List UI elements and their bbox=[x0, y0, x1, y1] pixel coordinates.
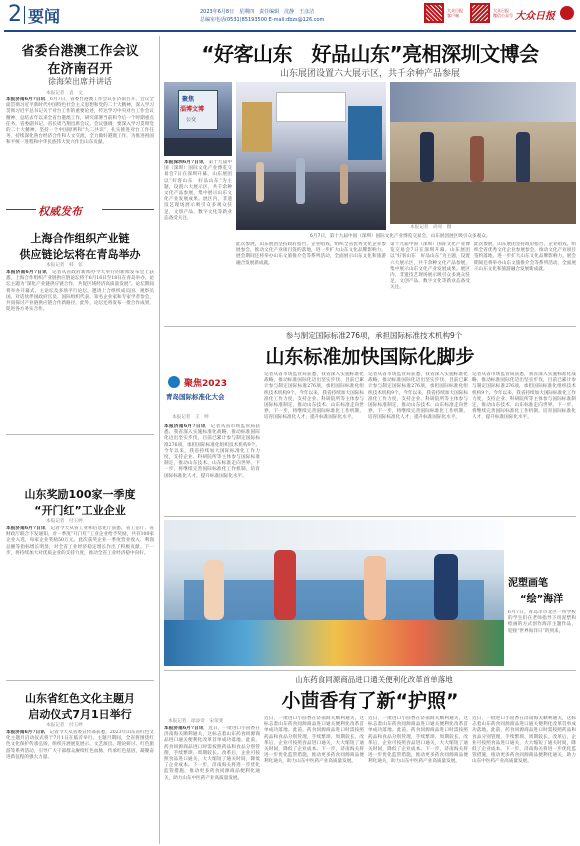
article-title-line1: 山东奖励100家一季度 bbox=[24, 488, 136, 501]
article-title-line1: 省委台港澳工作会议 bbox=[21, 44, 139, 59]
article-byline: 本报记者 袁 文 bbox=[46, 91, 83, 96]
header-date: 2023年6月8日 星期四 责任编辑 沈静 王彦洁 bbox=[200, 9, 315, 15]
photo-credit: 本报记者 尚亮 摄 bbox=[410, 225, 452, 230]
article-title-line2: “开门红”工业企业 bbox=[34, 504, 126, 517]
dateline: 本报济南6月7日讯 bbox=[6, 270, 48, 275]
main-headline: “好客山东 好品山东”亮相深圳文博会 bbox=[201, 42, 539, 66]
photo-students-drawing bbox=[164, 520, 504, 666]
article-fennel-import bbox=[164, 672, 576, 844]
page-header bbox=[0, 0, 580, 32]
article-byline: 本报记者 付玉婷 bbox=[46, 519, 83, 524]
article-title-line2: 启动仪式7月1日举行 bbox=[28, 708, 132, 721]
expo-photo-kiosk bbox=[164, 82, 232, 156]
article-byline: 本报记者 徐添奇 宋荣斐 bbox=[168, 719, 224, 724]
qr-code-1 bbox=[424, 3, 444, 23]
article-body-col2: 记者从省市场监管局获悉，我省深入实施标准化战略，推动标准国际化迈出坚实步伐，目前已累计参与制定国际标准276项，承担国际标准化组织技术机构9个。今年以来，我省持续加大国际标准化工作力度，支持企业、科研院所等主体参与国际标准制定，推动山东技术、山东标准走向世界。下一步，将继续完善国际标准化工作机制，培育国际标准化人才，提升标准国际化水平。 bbox=[264, 372, 364, 421]
expo-photo-visitors bbox=[390, 82, 576, 224]
dateline: 本报济南6月7日讯 bbox=[6, 730, 45, 735]
section-name: 要闻 bbox=[28, 7, 61, 26]
expo-photo-caption: 6月7日，第十九届中国（深圳）国际文化产业博览交易会，山东展团展区吸引众多观众。 bbox=[310, 234, 491, 239]
article-shenzhen-expo bbox=[164, 36, 576, 326]
standards-headline: 山东标准加快国际化脚步 bbox=[265, 346, 475, 368]
article-body-col4: 近日，一批进口小茴香在济南海关顺利通关，这标志着山东药食同源商品进口通关便利化改革首单成功落地。此前，药食同源商品进口时需按照药品和食品分别管理，手续繁琐、周期较长。改革后，企业可按照食品进口通关，大大缩短了通关时间，降低了企业成本。下一步，济南海关将进一步优化监管措施，推动更多药食同源商品便利化通关，助力山东中医药产业高质量发展。 bbox=[472, 716, 576, 765]
article-standards bbox=[164, 328, 576, 516]
header-email: 总编室电话(0531)85193500 E-mail:dbzs@126.com bbox=[200, 17, 325, 23]
article-body: 记者今天从省工业和信息化厅获悉，省工信厅、省财政厅联合下发通知，对一季度“开门红”工业企业给予奖励，共有100家企业入选，每家企业奖励50万元。此次获奖企业一季度营业收入、利润总额等指标增长明显，对全省工业经济稳定增长作出了积极贡献。下一步，将持续加大对优质企业的支持力度，推动全省工业经济稳中向好。 bbox=[6, 526, 154, 556]
article-red-culture-month bbox=[6, 682, 154, 842]
photo-tag: 聚焦 bbox=[182, 96, 195, 103]
article-body: 记者从省市场监管局获悉，我省深入实施标准化战略，推动标准国际化迈出坚实步伐，目前已累计参与制定国际标准276项，承担国际标准化组织技术机构9个。今年以来，我省持续加大国际标准化工作力度，支持企业、科研院所等主体参与国际标准制定，推动山东技术、山东标准走向世界。下一步，将继续完善国际标准化工作机制，培育国际标准化人才，提升标准国际化水平。 bbox=[164, 424, 260, 479]
article-sco-forum bbox=[6, 222, 154, 430]
article-body: 记者今天从省委宣传部获悉，2023年山东省红色文化主题月启动仪式将于7月1日在临沂举行。主题月期间，全省将围绕红色文化保护传承弘扬，组织开展展览展示、文艺演出、理论研讨、红色旅游等系列活动，引导广大干部群众赓续红色血脉，传承红色基因，凝聚奋进新征程的强大力量。 bbox=[6, 730, 154, 760]
photo-tag: 淄博文博 bbox=[180, 106, 205, 113]
dateline: 本报济南6月7日讯 bbox=[164, 424, 206, 429]
page-number: 2 bbox=[8, 2, 22, 27]
qr-caption-1: 大众日报 客户端 bbox=[447, 8, 463, 18]
drawing-caption: 6月7日，青岛市市北区一所学校的学生们在老师指导下用泥塑和绘画的方式创作海洋主题作品，迎接“世界海洋日”的到来。 bbox=[508, 610, 576, 634]
article-title-line1: 山东省红色文化主题月 bbox=[25, 692, 135, 705]
qr-caption-2: 大众日报 微信公众号 bbox=[493, 8, 513, 18]
dateline: 本报济南6月7日讯 bbox=[164, 726, 204, 731]
main-subtitle: 山东展团设置六大展示区，共千余种产品参展 bbox=[279, 69, 460, 79]
masthead-logo: 大众日报 bbox=[515, 11, 555, 22]
article-industrial-awards bbox=[6, 438, 154, 608]
logo-text-top: 聚焦2023 bbox=[184, 379, 228, 389]
logo-text-bottom: 青岛国际标准化大会 bbox=[166, 393, 225, 401]
article-body: 记者从省政府新闻办今天举行的新闻发布会上获悉，上海合作组织产业链供应链论坛将于6月16日至18日在青岛举办。论坛主题为“深化产业链供应链合作，共促区域经济高质量发展”。论坛期间将举办开幕式、主论坛及多场平行论坛，邀请上合组织成员国、观察员国、对话伙伴国政府官员、国际组织代表、知名企业家和专家学者参会，共同探讨产业链供应链合作新路径。此外，论坛还将发布一批合作成果，促进各方务实合作。 bbox=[6, 270, 154, 313]
article-body-col2: 近日，一批进口小茴香在济南海关顺利通关，这标志着山东药食同源商品进口通关便利化改革首单成功落地。此前，药食同源商品进口时需按照药品和食品分别管理，手续繁琐、周期较长。改革后，企业可按照食品进口通关，大大缩短了通关时间，降低了企业成本。下一步，济南海关将进一步优化监管措施，推动更多药食同源商品便利化通关，助力山东中医药产业高质量发展。 bbox=[264, 716, 364, 765]
article-title-line2: 供应链论坛将在青岛举办 bbox=[19, 248, 141, 261]
drawing-title-line1: 泥塑画笔 bbox=[508, 578, 548, 589]
article-byline: 本报记者 韩 菲 bbox=[46, 263, 83, 268]
article-body: 6月7日，省委台港澳工作会议在济南召开。会议全面贯彻习近平新时代中国特色社会主义思想和党的二十大精神，深入学习贯彻习近平总书记关于对台工作的重要论述，传达学习中央对台工作会议精神，总结去年以来全省台港澳工作，研究部署当前和今后一个时期重点任务。省委副书记、省长周乃翔出席会议。会议强调，要深入学习贯彻党的二十大精神，坚持一个中国原则和“九二共识”，扎实推进对台工作任务，持续深化鲁台经济合作和人文交流，全力做好港澳工作，为推进祖国和平统一进程和中华民族伟大复兴作出山东贡献。 bbox=[6, 97, 154, 146]
qr-code-2 bbox=[470, 3, 490, 23]
article-body-continued: 此次参展，山东展团坚持政府搭台、企业唱戏，组织全省优秀文化企业参展参会，推动文化产业项目签约落地，进一步扩大山东文化品牌影响力。展会期间还将举办山东文旅推介会等系列活动，全面展示山东文化和旅游融合发展新成就。 bbox=[236, 242, 386, 266]
photo-tag: 公交 bbox=[186, 117, 197, 123]
standards-kicker: 参与制定国际标准276项，承担国际标准技术机构9个 bbox=[285, 331, 463, 340]
article-byline: 本报记者 王 婷 bbox=[172, 415, 209, 420]
article-body-col3: 近日，一批进口小茴香在济南海关顺利通关，这标志着山东药食同源商品进口通关便利化改革首单成功落地。此前，药食同源商品进口时需按照药品和食品分别管理，手续繁琐、周期较长。改革后，企业可按照食品进口通关，大大缩短了通关时间，降低了企业成本。下一步，济南海关将进一步优化监管措施，推动更多药食同源商品便利化通关，助力山东中医药产业高质量发展。 bbox=[368, 716, 468, 765]
expo-photo-hall bbox=[236, 82, 386, 230]
article-subtitle: 徐海荣出席并讲话 bbox=[48, 77, 112, 86]
drawing-title-line2: “绘”海洋 bbox=[520, 594, 564, 605]
article-body-col4: 记者从省市场监管局获悉，我省深入实施标准化战略，推动标准国际化迈出坚实步伐，目前已累计参与制定国际标准276项，承担国际标准化组织技术机构9个。今年以来，我省持续加大国际标准化工作力度，支持企业、科研院所等主体参与国际标准制定，推动山东技术、山东标准走向世界。下一步，将继续完善国际标准化工作机制，培育国际标准化人才，提升标准国际化水平。 bbox=[472, 372, 576, 421]
article-body-col3: 记者从省市场监管局获悉，我省深入实施标准化战略，推动标准国际化迈出坚实步伐，目前已累计参与制定国际标准276项，承担国际标准化组织技术机构9个。今年以来，我省持续加大国际标准化工作力度，支持企业、科研院所等主体参与国际标准制定，推动山东技术、山东标准走向世界。下一步，将继续完善国际标准化工作机制，培育国际标准化人才，提升标准国际化水平。 bbox=[368, 372, 468, 421]
dateline: 本报深圳6月7日讯 bbox=[164, 160, 204, 165]
medicine-headline: 小茴香有了新“护照” bbox=[281, 690, 459, 712]
dateline: 本报济南6月7日讯 bbox=[6, 97, 46, 102]
article-taiwan-hk-macao-conference bbox=[6, 36, 154, 192]
medicine-kicker: 山东药食同源商品进口通关便利化改革首单落地 bbox=[295, 675, 453, 684]
dateline: 本报济南6月7日讯 bbox=[6, 526, 46, 531]
section-label-text: 权威发布 bbox=[38, 205, 82, 218]
article-title-line1: 上海合作组织产业链 bbox=[30, 232, 130, 245]
article-byline: 本报记者 付玉婷 bbox=[46, 723, 83, 728]
section-label-authority bbox=[6, 203, 154, 217]
article-body: 近日，一批进口小茴香在济南海关顺利通关，这标志着山东药食同源商品进口通关便利化改革首单成功落地。此前，药食同源商品进口时需按照药品和食品分别管理，手续繁琐、周期较长。改革后，企业可按照食品进口通关，大大缩短了通关时间，降低了企业成本。下一步，济南海关将进一步优化监管措施，推动更多药食同源商品便利化通关，助力山东中医药产业高质量发展。 bbox=[164, 726, 260, 781]
masthead-emblem bbox=[560, 6, 574, 20]
article-body-continued-3: 此次参展，山东展团坚持政府搭台、企业唱戏，组织全省优秀文化企业参展参会，推动文化产业项目签约落地，进一步扩大山东文化品牌影响力。展会期间还将举办山东文旅推介会等系列活动，全面展示山东文化和旅游融合发展新成就。 bbox=[474, 242, 576, 272]
article-title-line2: 在济南召开 bbox=[47, 62, 113, 77]
article-body: 第十九届中国（深圳）国际文化产业博览交易会7日在深圳开幕。山东展团以“好客山东 好品山东”为主题，设置六大展示区，共千余种文化产品参展，集中展示山东文化产业发展成果。展区内，非遗技艺现场展示吸引众多观众驻足，文创产品、数字文化等新业态备受关注。 bbox=[164, 160, 232, 221]
article-body-continued-2: 第十九届中国（深圳）国际文化产业博览交易会7日在深圳开幕。山东展团以“好客山东 好品山东”为主题，设置六大展示区，共千余种文化产品参展，集中展示山东文化产业发展成果。展区内，非遗技艺现场展示吸引众多观众驻足，文创产品、数字文化等新业态备受关注。 bbox=[390, 242, 470, 291]
